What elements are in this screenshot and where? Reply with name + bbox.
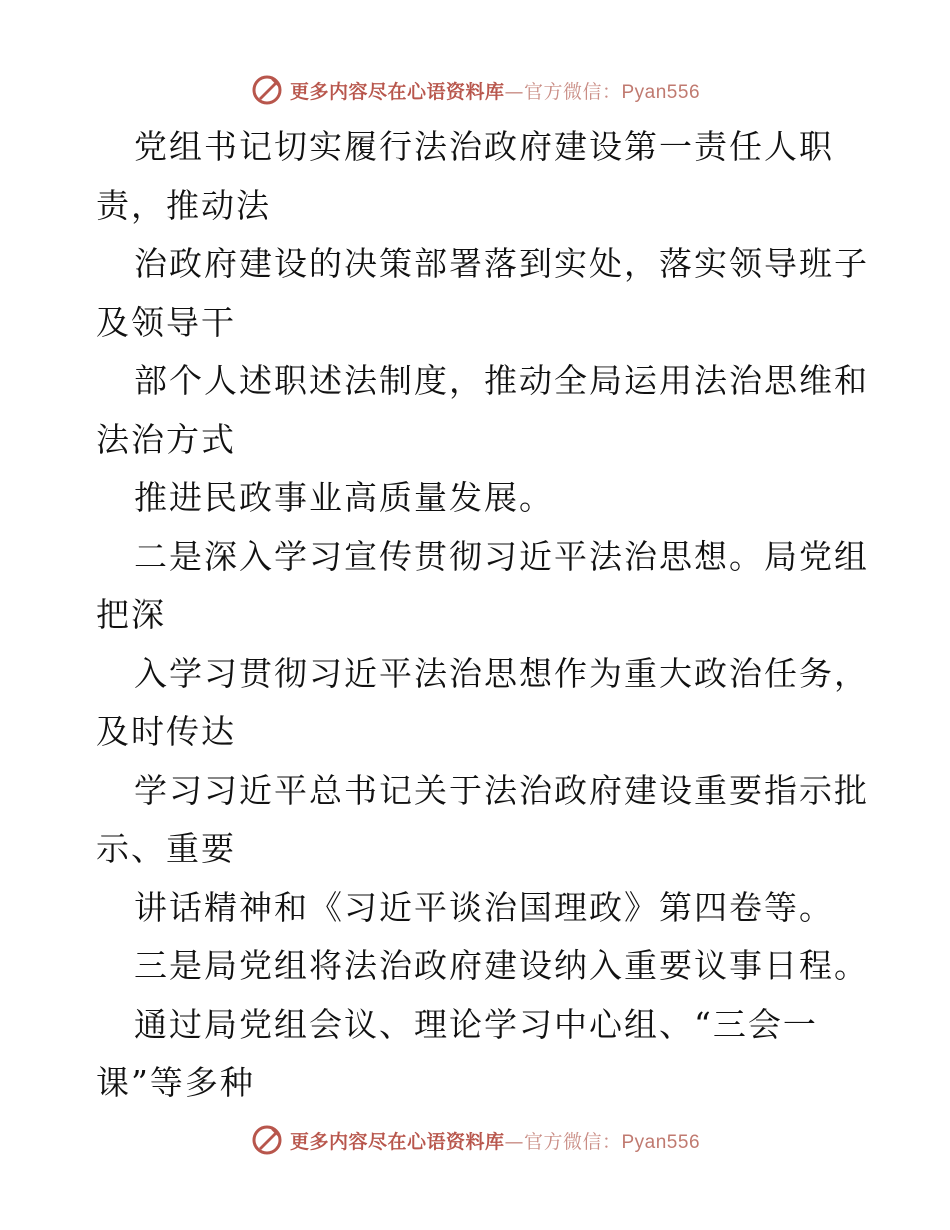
header-watermark [0, 70, 950, 110]
body-line: 把深 [96, 595, 166, 634]
body-line: 及领导干 [96, 302, 236, 342]
body-line: 责，推动法 [96, 185, 271, 225]
footer-watermark [0, 1120, 950, 1160]
body-line: 治政府建设的决策部署落到实处，落实领导班子 [134, 244, 869, 283]
body-line: 推进民政事业高质量发展。 [134, 478, 554, 517]
body-line: 三是局党组将法治政府建设纳入重要议事日程。 [134, 946, 869, 985]
document-body [96, 118, 869, 1113]
quill-logo-icon [250, 1123, 284, 1157]
watermark-wechat-label: 官方微信： [523, 80, 622, 103]
body-line: 示、重要 [96, 829, 236, 868]
body-line: 部个人述职述法制度，推动全局运用法治思维和 [134, 361, 869, 400]
body-line: 讲话精神和《习近平谈治国理政》第四卷等。 [134, 887, 834, 927]
watermark-wechat-id: Pyan556 [621, 1131, 701, 1153]
body-line: 法治方式 [96, 419, 236, 459]
watermark-separator: — [504, 1130, 524, 1153]
watermark-brand: 更多内容尽在心语资料库 [289, 1130, 505, 1153]
body-line: 二是深入学习宣传贯彻习近平法治思想。局党组 [134, 536, 869, 576]
body-line: 入学习贯彻习近平法治思想作为重大政治任务， [134, 653, 869, 693]
watermark-separator: — [504, 80, 524, 103]
body-line: 通过局党组会议、理论学习中心组、“三会一 [134, 1004, 818, 1044]
quill-logo-icon [250, 73, 284, 107]
body-line: 课”等多种 [96, 1063, 255, 1102]
watermark-wechat-label: 官方微信： [523, 1130, 622, 1153]
watermark-brand: 更多内容尽在心语资料库 [289, 80, 505, 103]
watermark-wechat-id: Pyan556 [621, 81, 701, 103]
body-line: 党组书记切实履行法治政府建设第一责任人职 [134, 127, 834, 166]
body-line: 学习习近平总书记关于法治政府建设重要指示批 [134, 770, 869, 810]
body-line: 及时传达 [96, 712, 236, 751]
